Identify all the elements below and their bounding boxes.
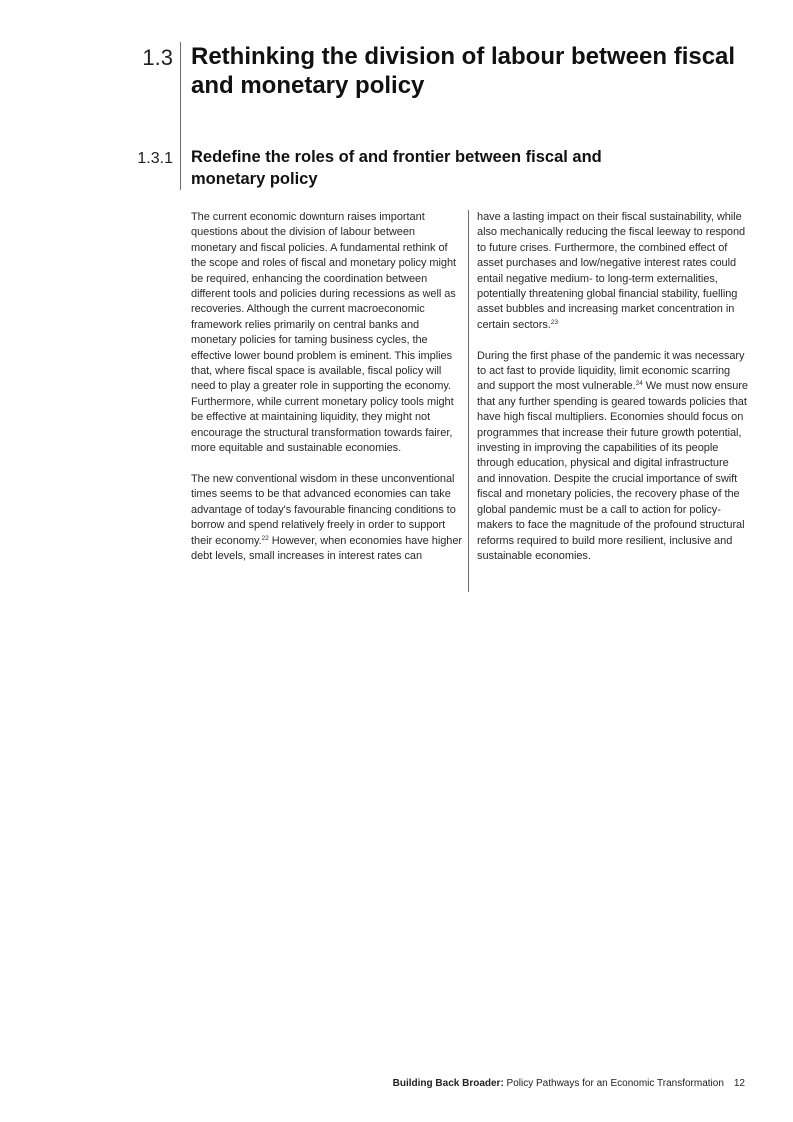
column-divider [468,210,469,592]
footnote-ref: 23 [550,318,558,326]
paragraph-text: have a lasting impact on their fiscal sustainability, while also mechanically reducing the fiscal leeway to respond to future crises. Furthermore, the combined effect of asset purchases and low/negative interest rates could entail negative medium- to long-term externalities, potentially threatening global financial stability, fuelling asset bubbles and increasing market concentration in certain sectors. [477,211,746,331]
footer-title-bold: Building Back Broader: [392,1078,504,1089]
left-column [191,210,463,564]
paragraph-text: During the first phase of the pandemic it was necessary to act fast to provide liquidity, limit economic scarring and support the most vulnerable. [477,349,745,393]
section-divider [180,42,181,190]
subsection-title: Redefine the roles of and frontier between fiscal and monetary policy [191,148,602,188]
subsection-number: 1.3.1 [137,150,173,167]
page-footer [393,1077,745,1090]
section-title: Rethinking the division of labour between fiscal and monetary policy [191,43,736,99]
footnote-ref: 24 [635,380,643,388]
paragraph-text: However, when economies have higher debt levels, small increases in interest rates can [191,534,463,562]
section-number: 1.3 [142,45,173,70]
footnote-ref: 22 [261,534,269,542]
paragraph-text: The new conventional wisdom in these unconventional times seems to be that advanced economies can take advantage of today's favourable financing conditions to borrow and spend relatively freely in order to support their economy. [191,472,456,547]
paragraph [191,472,463,564]
footer-title: Policy Pathways for an Economic Transformation [503,1078,724,1089]
paragraph [477,210,749,333]
paragraph: The current economic downturn raises important questions about the division of labour between monetary and fiscal policies. A fundamental rethink of the scope and roles of fiscal and monetary policy might be required, enhancing the coordination between different tools and policies during recessions as well as recoveries. Although the current macroeconomic framework relies primarily on central banks and monetary policies for taming business cycles, the effective lower bound problem is eminent. This implies that, where fiscal space is available, fiscal policy will need to play a greater role in supporting the economy. Furthermore, while current monetary policy tools might be effective at maintaining liquidity, they might not encourage the structural transformation towards fairer, more equitable and sustainable economies. [191,211,457,455]
paragraph-text: We must now ensure that any further spending is geared towards policies that have high fiscal multipliers. Economies should focus on programmes that increase their future growth potential, investing in improving the capabilities of its people through education, physical and digital infrastructure and innovation. Despite the crucial importance of swift fiscal and monetary policies, the recovery phase of the global pandemic must be a call to action for policy-makers to face the magnitude of the profound structural reforms required to build more resilient, inclusive and sustainable economies. [477,380,748,562]
right-column [477,210,749,564]
page-number: 12 [733,1078,745,1089]
paragraph [477,349,749,565]
